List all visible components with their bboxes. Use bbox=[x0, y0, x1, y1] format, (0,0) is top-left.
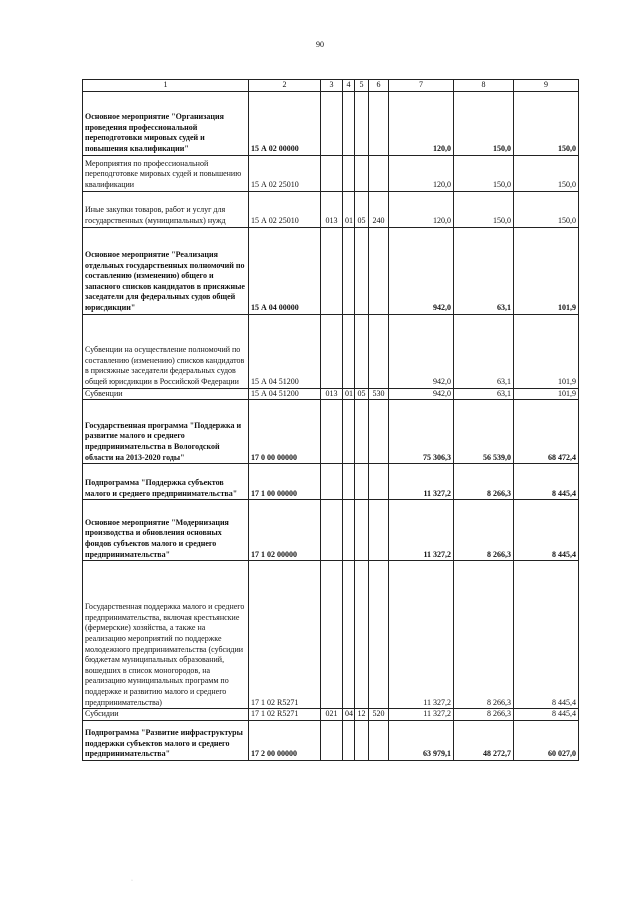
expense-type-cell bbox=[369, 464, 389, 500]
column-header: 8 bbox=[454, 80, 514, 92]
column-header: 3 bbox=[321, 80, 343, 92]
amount-col9-cell: 8 445,4 bbox=[514, 464, 579, 500]
section-cell: 01 bbox=[343, 191, 355, 227]
ministry-code-cell: 013 bbox=[321, 388, 343, 400]
column-header: 1 bbox=[83, 80, 249, 92]
subsection-cell bbox=[355, 561, 369, 709]
section-cell: 04 bbox=[343, 709, 355, 721]
budget-code-cell: 17 1 02 R5271 bbox=[249, 709, 321, 721]
amount-col7-cell: 11 327,2 bbox=[389, 709, 454, 721]
section-cell bbox=[343, 155, 355, 191]
section-cell bbox=[343, 464, 355, 500]
table-row bbox=[83, 227, 579, 314]
row-name-cell: Государственная программа "Поддержка и развитие малого и среднего предпринимательства в Вологодской области на 2013-2020 годы" bbox=[83, 400, 249, 464]
amount-col9-cell: 60 027,0 bbox=[514, 720, 579, 760]
expense-type-cell bbox=[369, 500, 389, 561]
table-row bbox=[83, 91, 579, 155]
subsection-cell bbox=[355, 227, 369, 314]
expense-type-cell: 240 bbox=[369, 191, 389, 227]
amount-col8-cell: 150,0 bbox=[454, 155, 514, 191]
expense-type-cell: 520 bbox=[369, 709, 389, 721]
column-header: 5 bbox=[355, 80, 369, 92]
budget-table bbox=[82, 79, 579, 761]
budget-code-cell: 17 0 00 00000 bbox=[249, 400, 321, 464]
ministry-code-cell bbox=[321, 91, 343, 155]
budget-code-cell: 15 А 02 00000 bbox=[249, 91, 321, 155]
table-row bbox=[83, 400, 579, 464]
section-cell bbox=[343, 314, 355, 388]
amount-col8-cell: 150,0 bbox=[454, 191, 514, 227]
row-name-cell: Подпрограмма "Поддержка субъектов малого и среднего предпринимательства" bbox=[83, 464, 249, 500]
amount-col7-cell: 75 306,3 bbox=[389, 400, 454, 464]
amount-col9-cell: 150,0 bbox=[514, 155, 579, 191]
row-name-cell: Субвенции на осуществление полномочий по составлению (изменению) списков кандидатов в присяжные заседатели федеральных судов общей юрисдикции в Российской Федерации bbox=[83, 314, 249, 388]
section-cell bbox=[343, 500, 355, 561]
section-cell bbox=[343, 227, 355, 314]
column-header: 2 bbox=[249, 80, 321, 92]
expense-type-cell bbox=[369, 561, 389, 709]
amount-col7-cell: 942,0 bbox=[389, 227, 454, 314]
row-name-cell: Мероприятия по профессиональной переподготовке мировых судей и повышению квалификации bbox=[83, 155, 249, 191]
subsection-cell bbox=[355, 464, 369, 500]
budget-code-cell: 15 А 04 00000 bbox=[249, 227, 321, 314]
table-row bbox=[83, 464, 579, 500]
amount-col8-cell: 63,1 bbox=[454, 388, 514, 400]
row-name-cell: Государственная поддержка малого и среднего предпринимательства, включая крестьянские (фермерские) хозяйства, а также на реализацию мероприятий по поддержке молодежного предпринимательства (субсидии бюджетам муниципальных образований, вошедших в список моногородов, на реализацию муниципальных программ по поддержке и развитию малого и среднего предпринимательства) bbox=[83, 561, 249, 709]
table-row bbox=[83, 155, 579, 191]
scan-speck: · bbox=[131, 878, 133, 884]
column-header: 7 bbox=[389, 80, 454, 92]
table-body bbox=[83, 91, 579, 760]
row-name-cell: Субвенции bbox=[83, 388, 249, 400]
amount-col7-cell: 11 327,2 bbox=[389, 464, 454, 500]
budget-code-cell: 17 1 02 00000 bbox=[249, 500, 321, 561]
amount-col7-cell: 11 327,2 bbox=[389, 500, 454, 561]
amount-col8-cell: 63,1 bbox=[454, 314, 514, 388]
ministry-code-cell bbox=[321, 155, 343, 191]
table-row bbox=[83, 709, 579, 721]
budget-code-cell: 15 А 02 25010 bbox=[249, 191, 321, 227]
row-name-cell: Подпрограмма "Развитие инфраструктуры поддержки субъектов малого и среднего предпринимательства" bbox=[83, 720, 249, 760]
column-header: 9 bbox=[514, 80, 579, 92]
expense-type-cell bbox=[369, 314, 389, 388]
amount-col9-cell: 8 445,4 bbox=[514, 561, 579, 709]
amount-col9-cell: 68 472,4 bbox=[514, 400, 579, 464]
subsection-cell: 05 bbox=[355, 191, 369, 227]
ministry-code-cell bbox=[321, 500, 343, 561]
ministry-code-cell bbox=[321, 400, 343, 464]
section-cell bbox=[343, 91, 355, 155]
amount-col9-cell: 150,0 bbox=[514, 91, 579, 155]
table-row bbox=[83, 388, 579, 400]
budget-code-cell: 15 А 04 51200 bbox=[249, 314, 321, 388]
subsection-cell: 12 bbox=[355, 709, 369, 721]
page-number: 90 bbox=[316, 40, 324, 49]
column-header: 6 bbox=[369, 80, 389, 92]
subsection-cell bbox=[355, 91, 369, 155]
ministry-code-cell bbox=[321, 561, 343, 709]
amount-col9-cell: 101,9 bbox=[514, 388, 579, 400]
budget-code-cell: 17 2 00 00000 bbox=[249, 720, 321, 760]
amount-col9-cell: 101,9 bbox=[514, 227, 579, 314]
amount-col7-cell: 63 979,1 bbox=[389, 720, 454, 760]
section-cell bbox=[343, 720, 355, 760]
amount-col7-cell: 120,0 bbox=[389, 191, 454, 227]
amount-col8-cell: 56 539,0 bbox=[454, 400, 514, 464]
row-name-cell: Основное мероприятие "Организация проведения профессиональной переподготовки мировых судей и повышения квалификации" bbox=[83, 91, 249, 155]
amount-col8-cell: 8 266,3 bbox=[454, 500, 514, 561]
expense-type-cell bbox=[369, 720, 389, 760]
expense-type-cell bbox=[369, 227, 389, 314]
ministry-code-cell bbox=[321, 720, 343, 760]
section-cell bbox=[343, 400, 355, 464]
section-cell bbox=[343, 561, 355, 709]
amount-col7-cell: 120,0 bbox=[389, 155, 454, 191]
header-row bbox=[83, 80, 579, 92]
expense-type-cell bbox=[369, 155, 389, 191]
table-row bbox=[83, 191, 579, 227]
row-name-cell: Основное мероприятие "Модернизация производства и обновления основных фондов субъектов малого и среднего предпринимательства" bbox=[83, 500, 249, 561]
amount-col9-cell: 101,9 bbox=[514, 314, 579, 388]
expense-type-cell bbox=[369, 400, 389, 464]
row-name-cell: Иные закупки товаров, работ и услуг для государственных (муниципальных) нужд bbox=[83, 191, 249, 227]
amount-col7-cell: 120,0 bbox=[389, 91, 454, 155]
section-cell: 01 bbox=[343, 388, 355, 400]
amount-col8-cell: 8 266,3 bbox=[454, 464, 514, 500]
ministry-code-cell: 021 bbox=[321, 709, 343, 721]
table-row bbox=[83, 561, 579, 709]
subsection-cell bbox=[355, 314, 369, 388]
ministry-code-cell bbox=[321, 314, 343, 388]
row-name-cell: Основное мероприятие "Реализация отдельных государственных полномочий по составлению (изменению) общего и запасного списков кандидатов в присяжные заседатели для федеральных судов общей юрисдикции" bbox=[83, 227, 249, 314]
amount-col9-cell: 8 445,4 bbox=[514, 500, 579, 561]
ministry-code-cell bbox=[321, 227, 343, 314]
budget-code-cell: 15 А 02 25010 bbox=[249, 155, 321, 191]
table-row bbox=[83, 720, 579, 760]
budget-code-cell: 15 А 04 51200 bbox=[249, 388, 321, 400]
table-row bbox=[83, 314, 579, 388]
amount-col7-cell: 942,0 bbox=[389, 388, 454, 400]
subsection-cell bbox=[355, 500, 369, 561]
amount-col8-cell: 8 266,3 bbox=[454, 561, 514, 709]
table-row bbox=[83, 500, 579, 561]
amount-col8-cell: 63,1 bbox=[454, 227, 514, 314]
column-header: 4 bbox=[343, 80, 355, 92]
ministry-code-cell bbox=[321, 464, 343, 500]
expense-type-cell: 530 bbox=[369, 388, 389, 400]
budget-code-cell: 17 1 00 00000 bbox=[249, 464, 321, 500]
budget-code-cell: 17 1 02 R5271 bbox=[249, 561, 321, 709]
amount-col9-cell: 8 445,4 bbox=[514, 709, 579, 721]
row-name-cell: Субсидии bbox=[83, 709, 249, 721]
expense-type-cell bbox=[369, 91, 389, 155]
amount-col9-cell: 150,0 bbox=[514, 191, 579, 227]
amount-col7-cell: 942,0 bbox=[389, 314, 454, 388]
amount-col7-cell: 11 327,2 bbox=[389, 561, 454, 709]
subsection-cell bbox=[355, 720, 369, 760]
subsection-cell: 05 bbox=[355, 388, 369, 400]
ministry-code-cell: 013 bbox=[321, 191, 343, 227]
subsection-cell bbox=[355, 155, 369, 191]
amount-col8-cell: 48 272,7 bbox=[454, 720, 514, 760]
amount-col8-cell: 150,0 bbox=[454, 91, 514, 155]
subsection-cell bbox=[355, 400, 369, 464]
amount-col8-cell: 8 266,3 bbox=[454, 709, 514, 721]
